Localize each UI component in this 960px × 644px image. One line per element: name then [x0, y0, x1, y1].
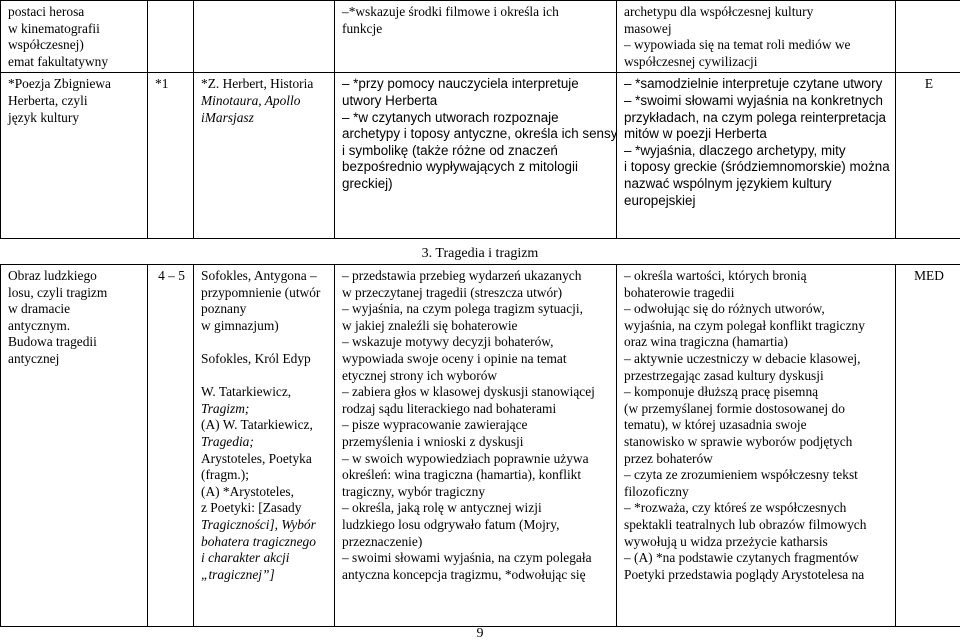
cell-line: przemyślenia i wnioski z dyskusji — [342, 433, 524, 449]
cell-line: Tragiczności], Wybór — [201, 516, 316, 532]
cell-line: – swoimi słowami wyjaśnia, na czym polegała — [342, 550, 592, 566]
cell-line: – *w czytanych utworach rozpoznaje — [342, 109, 559, 125]
cell-line: antyczna koncepcja tragizmu, *odwołując się — [342, 566, 586, 582]
cell-line: etycznej strony ich wyborów — [342, 367, 498, 383]
cell-line: – w swoich wypowiedziach poprawnie używa — [342, 450, 589, 466]
curriculum-table-top — [0, 0, 960, 239]
curriculum-table-tragedy — [0, 264, 960, 627]
table-row — [1, 265, 960, 627]
cell-line: Obraz ludzkiego — [8, 268, 97, 283]
cell-line: *Poezja Zbigniewa — [8, 76, 111, 92]
cell-line: bezpośrednio wypływających z mitologii — [342, 159, 578, 175]
cell-line: MED — [914, 268, 944, 283]
cell-line: (A) *Arystoteles, — [201, 483, 294, 499]
cell-line: i toposy greckie (śródziemnomorskie) można — [624, 159, 890, 175]
cell-line: Sofokles, Król Edyp — [201, 350, 311, 366]
cell-line: język kultury — [8, 109, 80, 125]
cell-line: w dramacie — [8, 301, 71, 317]
cell-line: archetypy i toposy antyczne, określa ich sensy — [342, 126, 618, 142]
cell-line: – *swoimi słowami wyjaśnia na konkretnych — [624, 92, 883, 108]
cell-line: – odwołując się do różnych utworów, — [624, 301, 825, 317]
cell-line: poznany — [201, 301, 247, 317]
method-cell — [896, 265, 960, 627]
cell-line: wypowiada swoje oceny i opinie na temat — [342, 350, 567, 366]
extended-requirements-cell — [617, 73, 896, 239]
section-heading: 3. Tragedia i tragizm — [421, 246, 539, 261]
cell-line: współczesnej) — [8, 37, 84, 53]
table-row — [1, 73, 960, 239]
table-row — [1, 1, 960, 73]
cell-line: przez bohaterów — [624, 450, 713, 466]
cell-line: greckiej) — [342, 175, 393, 191]
topic-cell — [1, 73, 148, 239]
cell-line: bohatera tragicznego — [201, 533, 316, 549]
cell-line: oraz wina tragiczna (hamartia) — [624, 334, 788, 350]
cell-line: przykładach, na czym polega reinterpretacja — [624, 109, 886, 125]
cell-line: – wypowiada się na temat roli mediów we — [624, 37, 851, 53]
cell-line: postaci herosa — [8, 4, 85, 19]
cell-line: – przedstawia przebieg wydarzeń ukazanych — [342, 268, 582, 283]
cell-line: rodzaj sądu literackiego nad bohaterami — [342, 400, 557, 416]
cell-line: (w przemyślanej formie dostosowanej do — [624, 400, 845, 416]
cell-line: losu, czyli tragizm — [8, 284, 108, 300]
cell-line: Tragizm; — [201, 400, 250, 416]
cell-line: w jakiej znaleźli się bohaterowie — [342, 317, 518, 333]
cell-line: – *przy pomocy nauczyciela interpretuje — [342, 76, 579, 92]
cell-line: przypomnienie (utwór — [201, 284, 321, 300]
cell-line: – czyta ze zrozumieniem współczesny tekst — [624, 467, 858, 483]
basic-requirements-cell — [335, 1, 617, 73]
cell-line: spektakli teatralnych lub obrazów filmowych — [624, 516, 867, 532]
cell-line — [201, 334, 329, 351]
cell-line: Budowa tragedii — [8, 334, 97, 350]
cell-line: masowej — [624, 20, 672, 36]
cell-line: przestrzegając zasad kultury dyskusji — [624, 367, 824, 383]
extended-requirements-cell — [617, 1, 896, 73]
method-cell — [896, 73, 960, 239]
cell-line: „tragicznej”] — [201, 566, 275, 582]
hours-cell — [148, 265, 194, 627]
cell-line: –*wskazuje środki filmowe i określa ich — [342, 4, 559, 19]
texts-cell — [194, 1, 335, 73]
page-number: 9 — [476, 626, 484, 641]
cell-line: w kinematografii — [8, 20, 100, 36]
cell-line: i charakter akcji — [201, 550, 290, 566]
cell-line: E — [924, 76, 934, 92]
texts-cell — [194, 265, 335, 627]
topic-cell — [1, 1, 148, 73]
hours-cell — [148, 73, 194, 239]
cell-line: bohaterowie tragedii — [624, 284, 735, 300]
cell-line: określeń: wina tragiczna (hamartia), konflikt — [342, 467, 582, 483]
cell-line: – komponuje dłuższą pracę pisemną — [624, 384, 819, 400]
cell-line: i symbolikę (także różne od znaczeń — [342, 142, 558, 158]
cell-line: – określa, jaką rolę w antycznej wizji — [342, 500, 542, 516]
cell-line: ludzkiego losu odgrywało fatum (Mojry, — [342, 516, 560, 532]
cell-line: antycznej — [8, 350, 60, 366]
cell-line: przeznaczenie) — [342, 533, 423, 549]
cell-line: W. Tatarkiewicz, — [201, 384, 292, 400]
cell-line: stanowisko w sprawie wyborów podjętych — [624, 433, 853, 449]
cell-line: – wskazuje motywy decyzji bohaterów, — [342, 334, 554, 350]
cell-line: mitów w poezji Herberta — [624, 126, 767, 142]
cell-line: emat fakultatywny — [8, 53, 109, 69]
cell-line: – aktywnie uczestniczy w debacie klasowej, — [624, 350, 861, 366]
cell-line: (A) W. Tatarkiewicz, — [201, 417, 313, 433]
cell-line: antycznym. — [8, 317, 71, 333]
topic-cell — [1, 265, 148, 627]
cell-line: utwory Herberta — [342, 92, 438, 108]
cell-line: współczesnej cywilizacji — [624, 53, 758, 69]
cell-line: *Z. Herbert, Historia — [201, 76, 314, 92]
cell-line: – zabiera głos w klasowej dyskusji stanowiącej — [342, 384, 595, 400]
cell-line: – *samodzielnie interpretuje czytane utwory — [624, 76, 883, 92]
cell-line — [201, 368, 329, 385]
cell-line: Minotaura, Apollo — [201, 92, 301, 108]
cell-line: w przeczytanej tragedii (streszcza utwór) — [342, 284, 563, 300]
cell-line: tragiczny, wybór tragiczny — [342, 483, 486, 499]
cell-line: *1 — [155, 76, 169, 92]
extended-requirements-cell — [617, 265, 896, 627]
cell-line: filozoficzny — [624, 483, 689, 499]
cell-line: – *wyjaśnia, dlaczego archetypy, mity — [624, 142, 846, 158]
cell-line: w gimnazjum) — [201, 317, 279, 333]
cell-line: Arystoteles, Poetyka — [201, 450, 312, 466]
cell-line: europejskiej — [624, 192, 696, 208]
texts-cell — [194, 73, 335, 239]
cell-line: (fragm.); — [201, 467, 249, 483]
cell-line: Tragedia; — [201, 433, 254, 449]
cell-line: archetypu dla współczesnej kultury — [624, 4, 814, 19]
cell-line: – *rozważa, czy któreś ze współczesnych — [624, 500, 847, 516]
cell-line: z Poetyki: [Zasady — [201, 500, 302, 516]
cell-line: Poetyki przedstawia poglądy Arystotelesa na — [624, 566, 865, 582]
cell-line: iMarsjasz — [201, 109, 254, 125]
cell-line: – wyjaśnia, na czym polega tragizm sytuacji, — [342, 301, 583, 317]
method-cell — [896, 1, 960, 73]
cell-line: – (A) *na podstawie czytanych fragmentów — [624, 550, 859, 566]
basic-requirements-cell — [335, 265, 617, 627]
cell-line: Sofokles, Antygona – — [201, 268, 317, 283]
cell-line: Herberta, czyli — [8, 92, 88, 108]
cell-line: – pisze wypracowanie zawierające — [342, 417, 528, 433]
cell-line: nazwać wspólnym językiem kultury — [624, 175, 832, 191]
cell-line: wywołują u widza przeżycie katharsis — [624, 533, 828, 549]
hours-cell — [148, 1, 194, 73]
cell-line: funkcje — [342, 20, 383, 36]
cell-line: 4 – 5 — [158, 268, 185, 283]
cell-line: wyjaśnia, na czym polegał konflikt tragiczny — [624, 317, 865, 333]
cell-line: – określa wartości, których bronią — [624, 268, 807, 283]
cell-line: tematu), w której uzasadnia swoje — [624, 417, 807, 433]
basic-requirements-cell — [335, 73, 617, 239]
